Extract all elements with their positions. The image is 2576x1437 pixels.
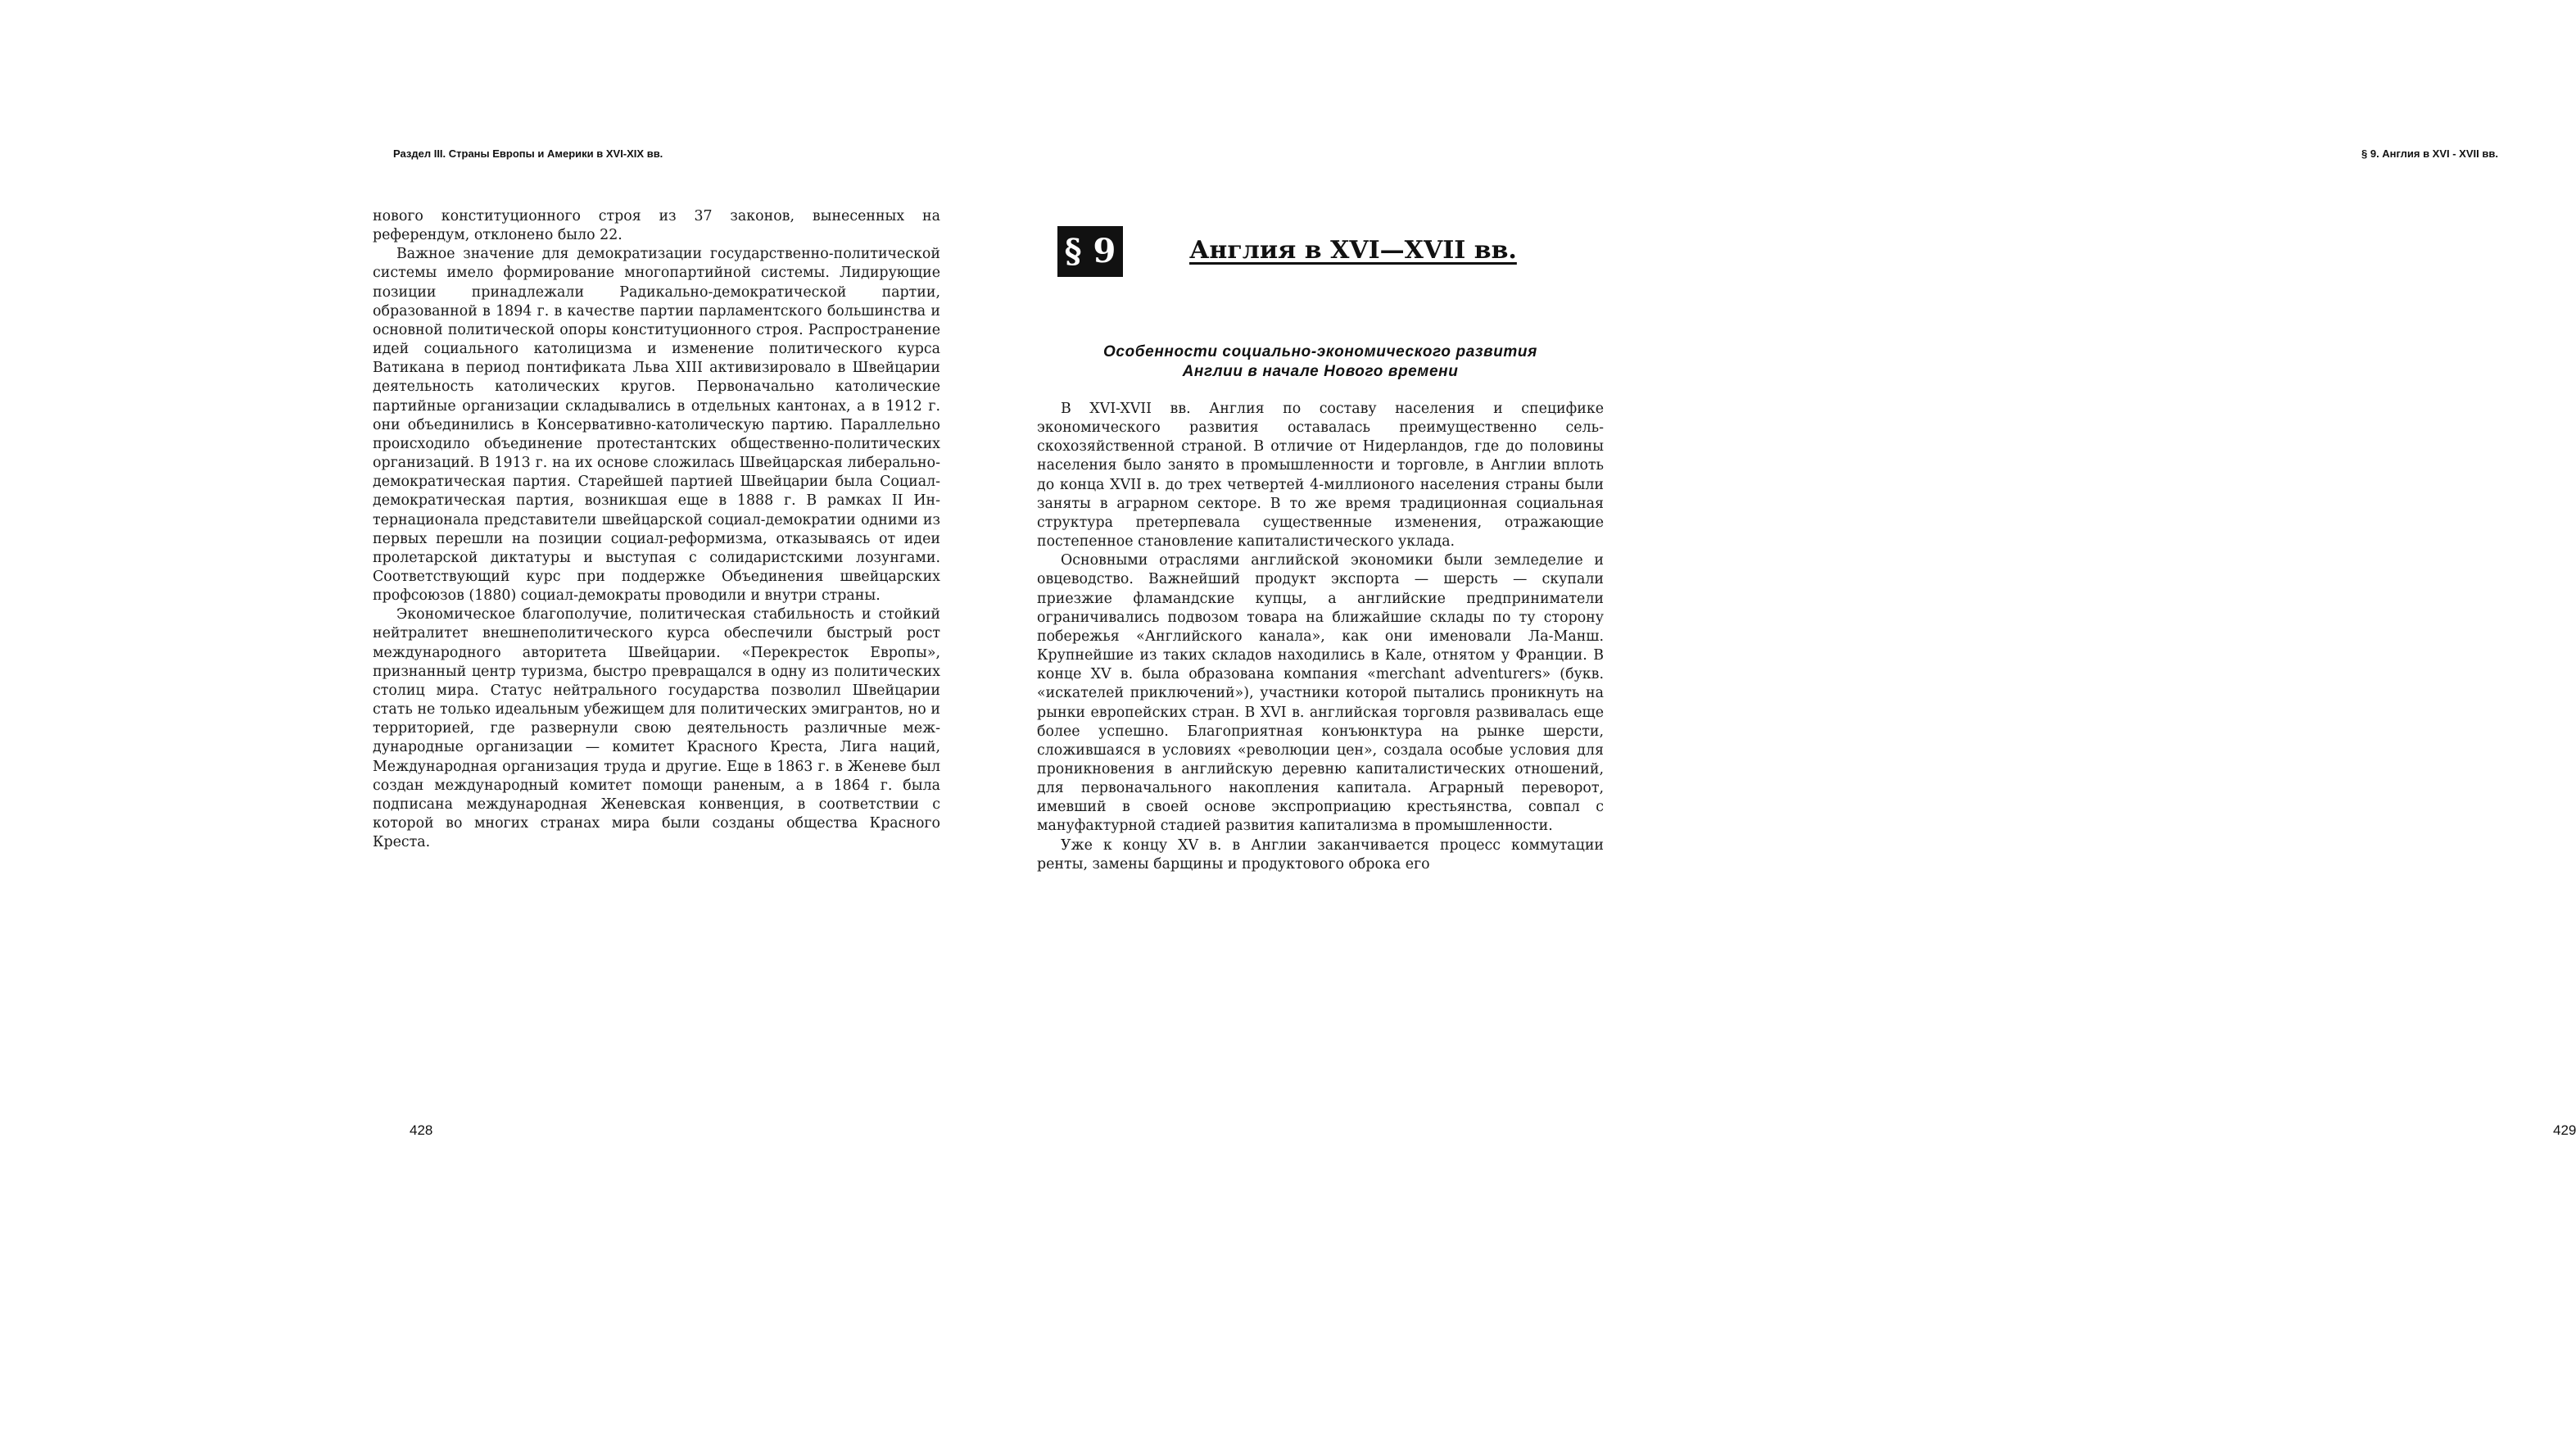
- left-page-body: [373, 207, 940, 852]
- right-page-body: [1037, 400, 1604, 874]
- subtitle-line: Англии в начале Нового времени: [1182, 363, 1459, 380]
- chapter-title: Англия в XVI—XVII вв.: [1189, 236, 1517, 265]
- paragraph: В XVI-XVII вв. Англия по составу населения и специфике экономического развития оставалась преимущественно сельскохозяйственной страной. В отличие от Нидерландов, где до половины населения было занято в промышленности и торговле, в Англии вплоть до конца XVII в. до трех четвертей 4-миллионого населения страны были заняты в аграрном секторе. В то же время традиционная социальная структура претерпевала существенные изменения, отражающие постепенное становление капиталистического уклада.: [1037, 401, 1604, 551]
- paragraph: Важное значение для демократизации государственно-политической системы имело формирование многопартийной системы. Лидирующие позиции принадлежали Радикально-демократической партии, образованной в 1894 г. в качестве партии парламентского большинства и основной политической опоры конституционного строя. Распространение идей социального католицизма и изменение политического курса Ватикана в период понтификата Льва XIII активизировало в Швейцарии деятельность католических кругов. Первоначально католические партийные организации складывались в отдельных кантонах, а в 1912 г. они объединились в Консервативно-католическую партию. Параллельно происходило объединение протестантских общественно-политических организаций. В 1913 г. на их основе сложилась Швейцарская либерально-демократическая партия. Старейшей партией Швейцарии была Социал-демократическая партия, возникшая еще в 1888 г. В рамках II Интернационала представители швейцарской социал-демократии одними из первых перешли на позиции социал-реформизма, отказываясь от идеи пролетарской диктатуры и выступая с солидаристскими лозунгами. Соответствующий курс при поддержке Объединения швейцарских профсоюзов (1880) социал-демократы проводили и внутри страны.: [373, 246, 940, 605]
- subtitle-line: Особенности социально-экономического развития: [1103, 343, 1537, 360]
- section-subtitle: [1037, 342, 1604, 382]
- paragraph: Основными отраслями английской экономики были земледелие и овцеводство. Важнейший продукт экспорта — шерсть — скупали приезжие фламандские купцы, а английские предприниматели ограничивались подвозом товара на ближайшие склады по ту сторону побережья «Английского канала», как они именовали Ла-Манш. Крупнейшие из таких складов находились в Кале, отнятом у Франции. В конце XV в. была образована компания «merchant adventurers» (букв. «искателей приключений»), участники которой пытались проникнуть на рынки европейских стран. В XVI в. английская торговля развивалась еще более успешно. Благоприятная конъюнктура на рынке шерсти, сложившаяся в условиях «революции цен», создала особые условия для проникновения в английскую деревню капиталистических отношений, для первоначального накопления капитала. Аграрный переворот, имевший в своей основе экспроприацию крестьянства, совпал с мануфактурной стадией развития капитализма в промышленности.: [1037, 552, 1604, 835]
- paragraph: нового конституционного строя из 37 законов, вынесенных на референдум, отклонено было 22.: [373, 208, 940, 244]
- running-head-right: § 9. Англия в XVI - XVII вв.: [2361, 147, 2498, 160]
- page-number-left: 428: [410, 1122, 433, 1138]
- section-badge: § 9: [1057, 226, 1123, 277]
- page-number-right: 429: [2553, 1122, 2576, 1138]
- left-page: [0, 0, 1016, 1437]
- running-head-left: Раздел III. Страны Европы и Америки в XVI-XIX вв.: [393, 147, 663, 160]
- paragraph: Уже к концу XV в. в Англии заканчивается процесс коммутации ренты, замены барщины и продуктового оброка его: [1037, 836, 1604, 873]
- paragraph: Экономическое благополучие, политическая стабильность и стойкий нейтралитет внешнеполитического курса обеспечили быстрый рост международного авторитета Швейцарии. «Перекресток Европы», признанный центр туризма, быстро превращался в одну из политических столиц мира. Статус нейтрального государства позволил Швейцарии стать не только идеальным убежищем для политических эмигрантов, но и территорией, где развернули свою деятельность различные международные организации — комитет Красного Креста, Лига наций, Международная организация труда и другие. Еще в 1863 г. в Женеве был создан международный комитет помощи раненым, а в 1864 г. была подписана международная Женевская конвенция, в соответствии с которой во многих странах мира были созданы общества Красного Креста.: [373, 606, 940, 851]
